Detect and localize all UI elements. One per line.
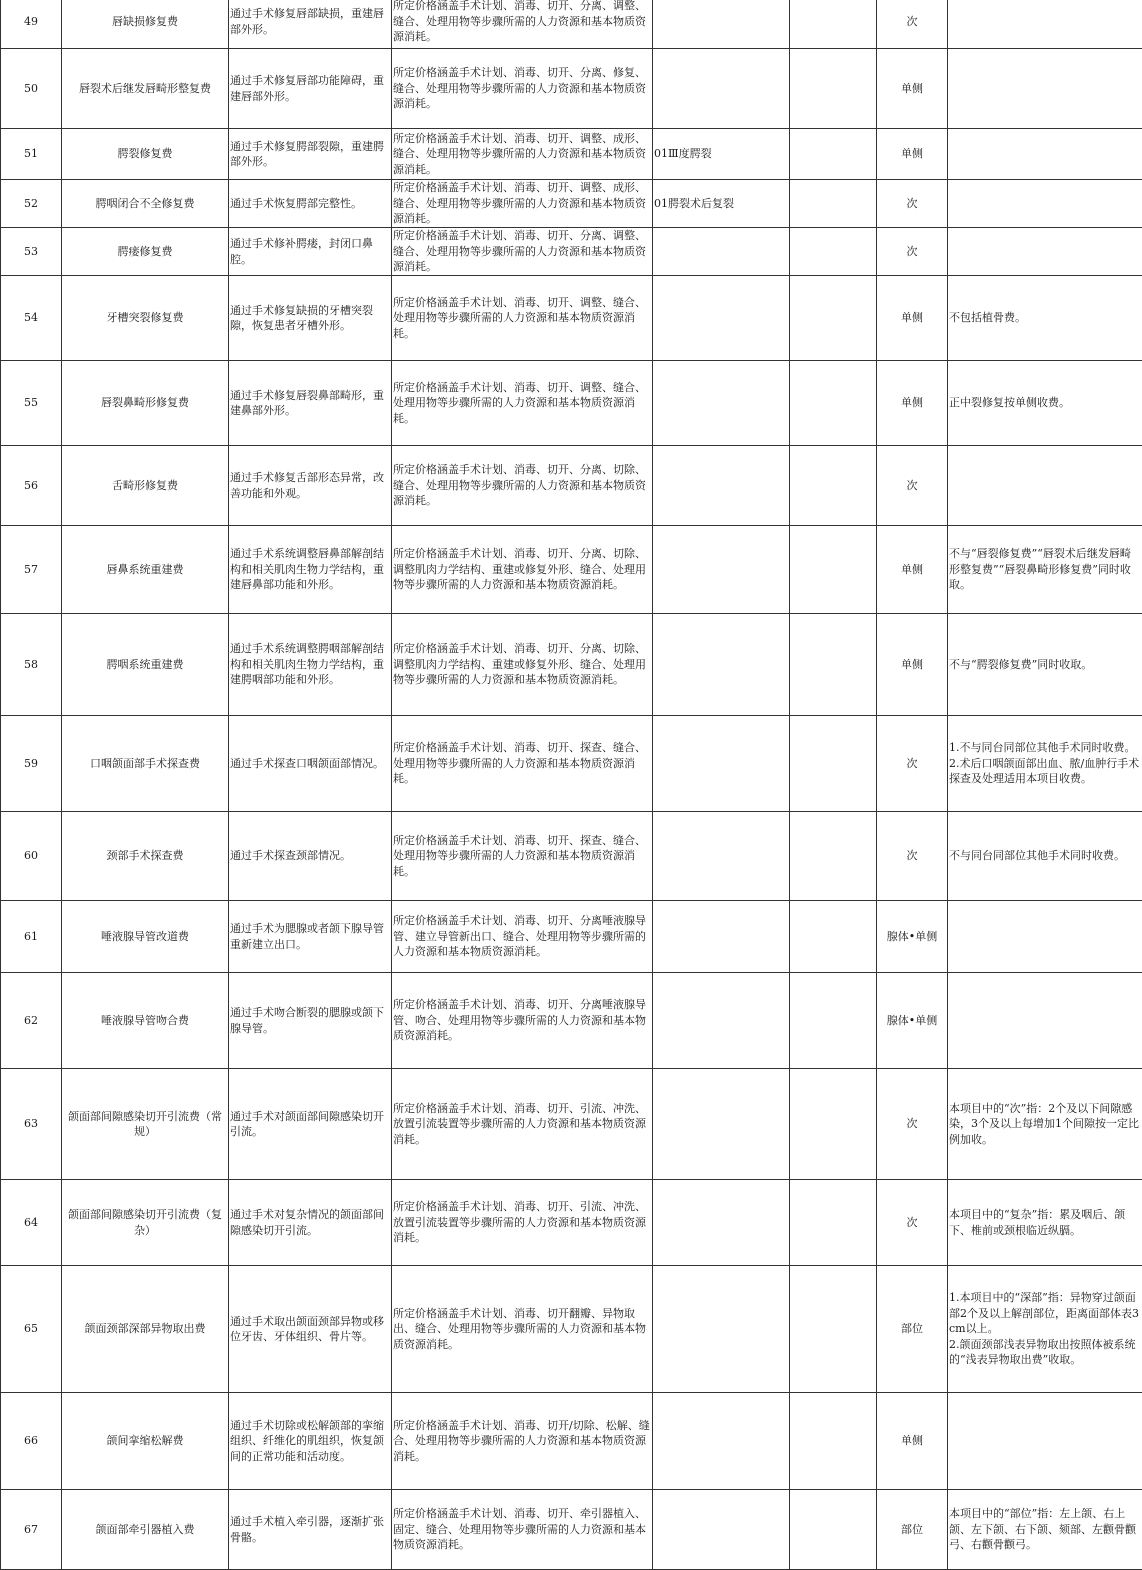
cell-empty [790,1069,877,1180]
cell-content: 所定价格涵盖手术计划、消毒、切开、分离、修复、缝合、处理用物等步骤所需的人力资源和基本物质资源消耗。 [392,49,653,129]
cell-name: 口咽颌面部手术探查费 [62,716,229,812]
cell-ext [653,716,790,812]
cell-note: 正中裂修复按单侧收费。 [948,361,1142,446]
cell-no: 49 [1,0,62,49]
cell-content: 所定价格涵盖手术计划、消毒、切开、分离、调整、缝合、处理用物等步骤所需的人力资源和基本物质资源消耗。 [392,0,653,49]
cell-desc: 通过手术修复舌部形态异常，改善功能和外观。 [229,446,392,526]
cell-note [948,973,1142,1069]
cell-ext: 01Ⅲ度腭裂 [653,129,790,180]
cell-unit: 单侧 [877,49,948,129]
cell-note: 1.本项目中的“深部”指：异物穿过颌面部2个及以上解剖部位，距离面部体表3cm以上。 2.颌面颈部浅表异物取出按照体被系统的“浅表异物取出费”收取。 [948,1266,1142,1393]
cell-name: 颌间挛缩松解费 [62,1393,229,1490]
cell-content: 所定价格涵盖手术计划、消毒、切开/切除、松解、缝合、处理用物等步骤所需的人力资源和基本物质资源消耗。 [392,1393,653,1490]
cell-no: 57 [1,526,62,614]
cell-content: 所定价格涵盖手术计划、消毒、切开、分离、切除、缝合、处理用物等步骤所需的人力资源和基本物质资源消耗。 [392,446,653,526]
cell-desc: 通过手术恢复腭部完整性。 [229,180,392,228]
table-row [1,716,1142,812]
cell-unit: 单侧 [877,129,948,180]
cell-empty [790,716,877,812]
cell-note: 本项目中的“部位”指：左上颌、右上颌、左下颌、右下颌、颏部、左颧骨颧弓、右颧骨颧弓。 [948,1490,1142,1570]
cell-empty [790,901,877,973]
cell-content: 所定价格涵盖手术计划、消毒、切开、牵引器植入、固定、缝合、处理用物等步骤所需的人力资源和基本物质资源消耗。 [392,1490,653,1570]
cell-unit: 部位 [877,1490,948,1570]
cell-name: 腭咽系统重建费 [62,614,229,716]
cell-note: 本项目中的“次”指：2个及以下间隙感染，3个及以上每增加1个间隙按一定比例加收。 [948,1069,1142,1180]
cell-ext [653,973,790,1069]
cell-name: 颈部手术探查费 [62,812,229,901]
cell-desc: 通过手术对颌面部间隙感染切开引流。 [229,1069,392,1180]
cell-no: 61 [1,901,62,973]
cell-note [948,49,1142,129]
cell-unit: 次 [877,716,948,812]
cell-no: 50 [1,49,62,129]
cell-content: 所定价格涵盖手术计划、消毒、切开、分离唾液腺导管、吻合、处理用物等步骤所需的人力资源和基本物质资源消耗。 [392,973,653,1069]
cell-no: 59 [1,716,62,812]
cell-ext [653,1180,790,1266]
table-row [1,276,1142,361]
cell-no: 63 [1,1069,62,1180]
cell-content: 所定价格涵盖手术计划、消毒、切开、调整、缝合、处理用物等步骤所需的人力资源和基本物质资源消耗。 [392,361,653,446]
cell-name: 唇缺损修复费 [62,0,229,49]
cell-note: 不与“唇裂修复费”“唇裂术后继发唇畸形整复费”“唇裂鼻畸形修复费”同时收取。 [948,526,1142,614]
cell-no: 55 [1,361,62,446]
cell-empty [790,361,877,446]
cell-content: 所定价格涵盖手术计划、消毒、切开、调整、缝合、处理用物等步骤所需的人力资源和基本物质资源消耗。 [392,276,653,361]
cell-content: 所定价格涵盖手术计划、消毒、切开、引流、冲洗、放置引流装置等步骤所需的人力资源和基本物质资源消耗。 [392,1069,653,1180]
cell-note: 1.不与同台同部位其他手术同时收费。 2.术后口咽颌面部出血、脓/血肿行手术探查及处理适用本项目收费。 [948,716,1142,812]
cell-ext [653,812,790,901]
cell-content: 所定价格涵盖手术计划、消毒、切开、探查、缝合、处理用物等步骤所需的人力资源和基本物质资源消耗。 [392,716,653,812]
cell-empty [790,49,877,129]
cell-unit: 次 [877,1180,948,1266]
cell-ext [653,1393,790,1490]
cell-empty [790,276,877,361]
cell-desc: 通过手术对复杂情况的颌面部间隙感染切开引流。 [229,1180,392,1266]
cell-note [948,180,1142,228]
cell-desc: 通过手术探查颈部情况。 [229,812,392,901]
cell-desc: 通过手术修复唇裂鼻部畸形，重建鼻部外形。 [229,361,392,446]
cell-no: 58 [1,614,62,716]
cell-no: 66 [1,1393,62,1490]
table-row [1,129,1142,180]
table-row [1,228,1142,276]
cell-unit: 次 [877,446,948,526]
cell-content: 所定价格涵盖手术计划、消毒、切开、分离、调整、缝合、处理用物等步骤所需的人力资源和基本物质资源消耗。 [392,228,653,276]
cell-empty [790,228,877,276]
cell-desc: 通过手术取出颌面颈部异物或移位牙齿、牙体组织、骨片等。 [229,1266,392,1393]
cell-content: 所定价格涵盖手术计划、消毒、切开翻瓣、异物取出、缝合、处理用物等步骤所需的人力资源和基本物质资源消耗。 [392,1266,653,1393]
cell-unit: 部位 [877,1266,948,1393]
cell-no: 67 [1,1490,62,1570]
cell-no: 64 [1,1180,62,1266]
table-row [1,1393,1142,1490]
cell-desc: 通过手术系统调整腭咽部解剖结构和相关肌肉生物力学结构，重建腭咽部功能和外形。 [229,614,392,716]
cell-note: 本项目中的“复杂”指：累及咽后、颌下、椎前或颈根临近纵膈。 [948,1180,1142,1266]
cell-content: 所定价格涵盖手术计划、消毒、切开、分离唾液腺导管、建立导管新出口、缝合、处理用物等步骤所需的人力资源和基本物质资源消耗。 [392,901,653,973]
cell-empty [790,129,877,180]
cell-content: 所定价格涵盖手术计划、消毒、切开、分离、切除、调整肌肉力学结构、重建或修复外形、缝合、处理用物等步骤所需的人力资源和基本物质资源消耗。 [392,614,653,716]
cell-no: 53 [1,228,62,276]
cell-no: 51 [1,129,62,180]
cell-ext [653,446,790,526]
cell-unit: 次 [877,812,948,901]
cell-desc: 通过手术探查口咽颌面部情况。 [229,716,392,812]
cell-name: 腭瘘修复费 [62,228,229,276]
cell-ext [653,1266,790,1393]
table-row [1,180,1142,228]
cell-name: 舌畸形修复费 [62,446,229,526]
cell-no: 56 [1,446,62,526]
cell-empty [790,180,877,228]
cell-unit: 次 [877,1069,948,1180]
cell-note [948,1393,1142,1490]
cell-content: 所定价格涵盖手术计划、消毒、切开、探查、缝合、处理用物等步骤所需的人力资源和基本物质资源消耗。 [392,812,653,901]
cell-unit: 单侧 [877,276,948,361]
cell-content: 所定价格涵盖手术计划、消毒、切开、调整、成形、缝合、处理用物等步骤所需的人力资源和基本物质资源消耗。 [392,129,653,180]
cell-desc: 通过手术修复缺损的牙槽突裂隙，恢复患者牙槽外形。 [229,276,392,361]
cell-ext [653,1069,790,1180]
cell-desc: 通过手术植入牵引器，逐渐扩张骨骼。 [229,1490,392,1570]
cell-unit: 次 [877,0,948,49]
cell-note [948,0,1142,49]
cell-note [948,228,1142,276]
cell-ext [653,361,790,446]
cell-note: 不与同台同部位其他手术同时收费。 [948,812,1142,901]
cell-desc: 通过手术为腮腺或者颌下腺导管重新建立出口。 [229,901,392,973]
cell-name: 颌面颈部深部异物取出费 [62,1266,229,1393]
cell-empty [790,812,877,901]
cell-no: 52 [1,180,62,228]
cell-name: 腭裂修复费 [62,129,229,180]
cell-no: 60 [1,812,62,901]
cell-ext [653,49,790,129]
cell-content: 所定价格涵盖手术计划、消毒、切开、分离、切除、调整肌肉力学结构、重建或修复外形、缝合、处理用物等步骤所需的人力资源和基本物质资源消耗。 [392,526,653,614]
cell-ext [653,1490,790,1570]
cell-desc: 通过手术修复唇部缺损，重建唇部外形。 [229,0,392,49]
cell-no: 54 [1,276,62,361]
cell-name: 腭咽闭合不全修复费 [62,180,229,228]
table-row [1,614,1142,716]
cell-empty [790,1393,877,1490]
cell-unit: 次 [877,228,948,276]
table-row [1,526,1142,614]
cell-note: 不与“腭裂修复费”同时收取。 [948,614,1142,716]
cell-unit: 腺体•单侧 [877,901,948,973]
cell-empty [790,1490,877,1570]
cell-note [948,901,1142,973]
cell-desc: 通过手术切除或松解颌部的挛缩组织、纤维化的肌组织，恢复颌间的正常功能和活动度。 [229,1393,392,1490]
cell-no: 62 [1,973,62,1069]
cell-ext: 01腭裂术后复裂 [653,180,790,228]
cell-content: 所定价格涵盖手术计划、消毒、切开、引流、冲洗、放置引流装置等步骤所需的人力资源和基本物质资源消耗。 [392,1180,653,1266]
cell-unit: 单侧 [877,361,948,446]
cell-content: 所定价格涵盖手术计划、消毒、切开、调整、成形、缝合、处理用物等步骤所需的人力资源和基本物质资源消耗。 [392,180,653,228]
cell-empty [790,446,877,526]
cell-name: 唾液腺导管改道费 [62,901,229,973]
cell-desc: 通过手术修补腭瘘，封闭口鼻腔。 [229,228,392,276]
table-row [1,361,1142,446]
cell-empty [790,1180,877,1266]
cell-unit: 单侧 [877,1393,948,1490]
cell-note: 不包括植骨费。 [948,276,1142,361]
table-row [1,812,1142,901]
cell-ext [653,228,790,276]
cell-unit: 次 [877,180,948,228]
cell-name: 颌面部牵引器植入费 [62,1490,229,1570]
cell-unit: 腺体•单侧 [877,973,948,1069]
cell-empty [790,614,877,716]
cell-name: 唇裂术后继发唇畸形整复费 [62,49,229,129]
cell-ext [653,0,790,49]
cell-empty [790,526,877,614]
cell-desc: 通过手术系统调整唇鼻部解剖结构和相关肌肉生物力学结构，重建唇鼻部功能和外形。 [229,526,392,614]
cell-name: 颌面部间隙感染切开引流费（复杂） [62,1180,229,1266]
cell-name: 颌面部间隙感染切开引流费（常规） [62,1069,229,1180]
cell-unit: 单侧 [877,526,948,614]
cell-desc: 通过手术修复唇部功能障碍，重建唇部外形。 [229,49,392,129]
table-row [1,49,1142,129]
cell-ext [653,276,790,361]
cell-desc: 通过手术修复腭部裂隙，重建腭部外形。 [229,129,392,180]
cell-unit: 单侧 [877,614,948,716]
cell-ext [653,901,790,973]
cell-ext [653,526,790,614]
cell-empty [790,973,877,1069]
cell-name: 唇鼻系统重建费 [62,526,229,614]
table-row [1,1266,1142,1393]
cell-no: 65 [1,1266,62,1393]
cell-name: 牙槽突裂修复费 [62,276,229,361]
cell-empty [790,0,877,49]
table-row [1,0,1142,49]
table-row [1,901,1142,973]
cell-note [948,129,1142,180]
table-row [1,1180,1142,1266]
cell-name: 唇裂鼻畸形修复费 [62,361,229,446]
cell-name: 唾液腺导管吻合费 [62,973,229,1069]
table-row [1,1069,1142,1180]
table-body [1,0,1142,1570]
table-row [1,446,1142,526]
table-row [1,1490,1142,1570]
cell-ext [653,614,790,716]
cell-desc: 通过手术吻合断裂的腮腺或颌下腺导管。 [229,973,392,1069]
table-row [1,973,1142,1069]
cell-note [948,446,1142,526]
cell-empty [790,1266,877,1393]
